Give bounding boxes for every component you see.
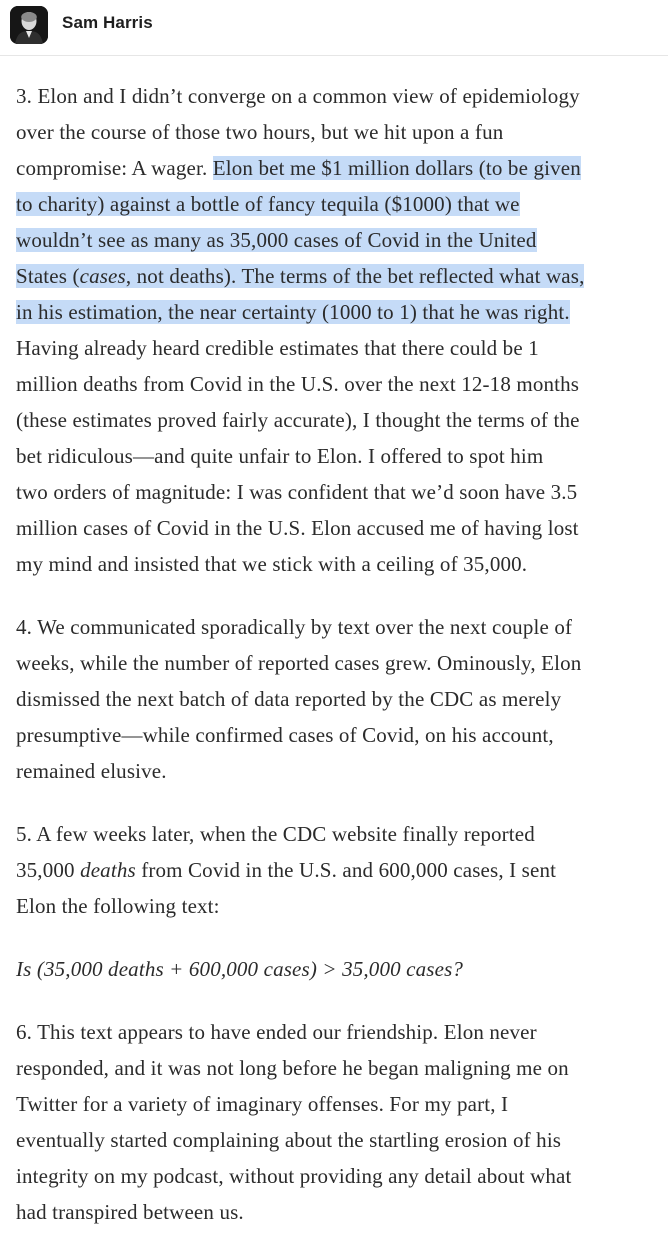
- post-header: [0, 0, 668, 52]
- text-line: my mind and insisted that we stick with a ceiling of 35,000.: [16, 552, 528, 576]
- text-line: million cases of Covid in the U.S. Elon accused me of having lost: [16, 516, 579, 540]
- text-line: weeks, while the number of reported cases grew. Ominously, Elon: [16, 651, 582, 675]
- text-line: responded, and it was not long before he began maligning me on: [16, 1056, 569, 1080]
- person-icon: [10, 6, 48, 44]
- highlighted-text: to charity) against a bottle of fancy tequila ($1000) that we: [16, 192, 520, 216]
- emphasis-text: cases: [79, 264, 126, 288]
- highlighted-text: in his estimation, the near certainty (1000 to 1) that he was right.: [16, 300, 570, 324]
- highlighted-text: Elon bet me $1 million dollars (to be given: [212, 156, 581, 180]
- text-line: [16, 294, 668, 330]
- quoted-text-message: [16, 951, 668, 987]
- header-divider: [0, 55, 668, 56]
- text-line: 4. We communicated sporadically by text over the next couple of: [16, 615, 573, 639]
- text-line: over the course of those two hours, but we hit upon a fun: [16, 120, 504, 144]
- paragraph-3: [16, 78, 668, 582]
- text-line: two orders of magnitude: I was confident that we’d soon have 3.5: [16, 480, 578, 504]
- text-line: Elon the following text:: [16, 894, 220, 918]
- highlighted-text: States (cases, not deaths). The terms of the bet reflected what was,: [16, 264, 585, 288]
- paragraph-5: [16, 816, 668, 924]
- text-line: bet ridiculous—and quite unfair to Elon. I offered to spot him: [16, 444, 544, 468]
- text-line: 3. Elon and I didn’t converge on a common view of epidemiology: [16, 84, 580, 108]
- text-line: [16, 222, 668, 258]
- paragraph-6: [16, 1014, 668, 1230]
- emphasis-text: deaths: [80, 858, 136, 882]
- author-name[interactable]: Sam Harris: [62, 13, 153, 32]
- text-line: 35,000 deaths from Covid in the U.S. and 600,000 cases, I sent: [16, 858, 557, 882]
- text-line: Is (35,000 deaths + 600,000 cases) > 35,000 cases?: [16, 957, 464, 981]
- text-line: 6. This text appears to have ended our friendship. Elon never: [16, 1020, 537, 1044]
- paragraph-4: [16, 609, 668, 789]
- text-line: Having already heard credible estimates that there could be 1: [16, 336, 539, 360]
- text-line: 5. A few weeks later, when the CDC website finally reported: [16, 822, 535, 846]
- text-line: million deaths from Covid in the U.S. over the next 12-18 months: [16, 372, 580, 396]
- text-line: dismissed the next batch of data reported by the CDC as merely: [16, 687, 562, 711]
- text-line: Twitter for a variety of imaginary offenses. For my part, I: [16, 1092, 509, 1116]
- text-line: [16, 258, 668, 294]
- article-body: [16, 78, 668, 1257]
- text-line: [16, 186, 668, 222]
- text-line: compromise: A wager. Elon bet me $1 million dollars (to be given: [16, 156, 581, 180]
- text-line: integrity on my podcast, without providing any detail about what: [16, 1164, 572, 1188]
- text-line: had transpired between us.: [16, 1200, 244, 1224]
- text-line: eventually started complaining about the startling erosion of his: [16, 1128, 562, 1152]
- author-avatar[interactable]: [10, 6, 48, 44]
- text-line: remained elusive.: [16, 759, 167, 783]
- text-line: presumptive—while confirmed cases of Covid, on his account,: [16, 723, 554, 747]
- text-line: (these estimates proved fairly accurate), I thought the terms of the: [16, 408, 580, 432]
- highlighted-text: wouldn’t see as many as 35,000 cases of Covid in the United: [16, 228, 537, 252]
